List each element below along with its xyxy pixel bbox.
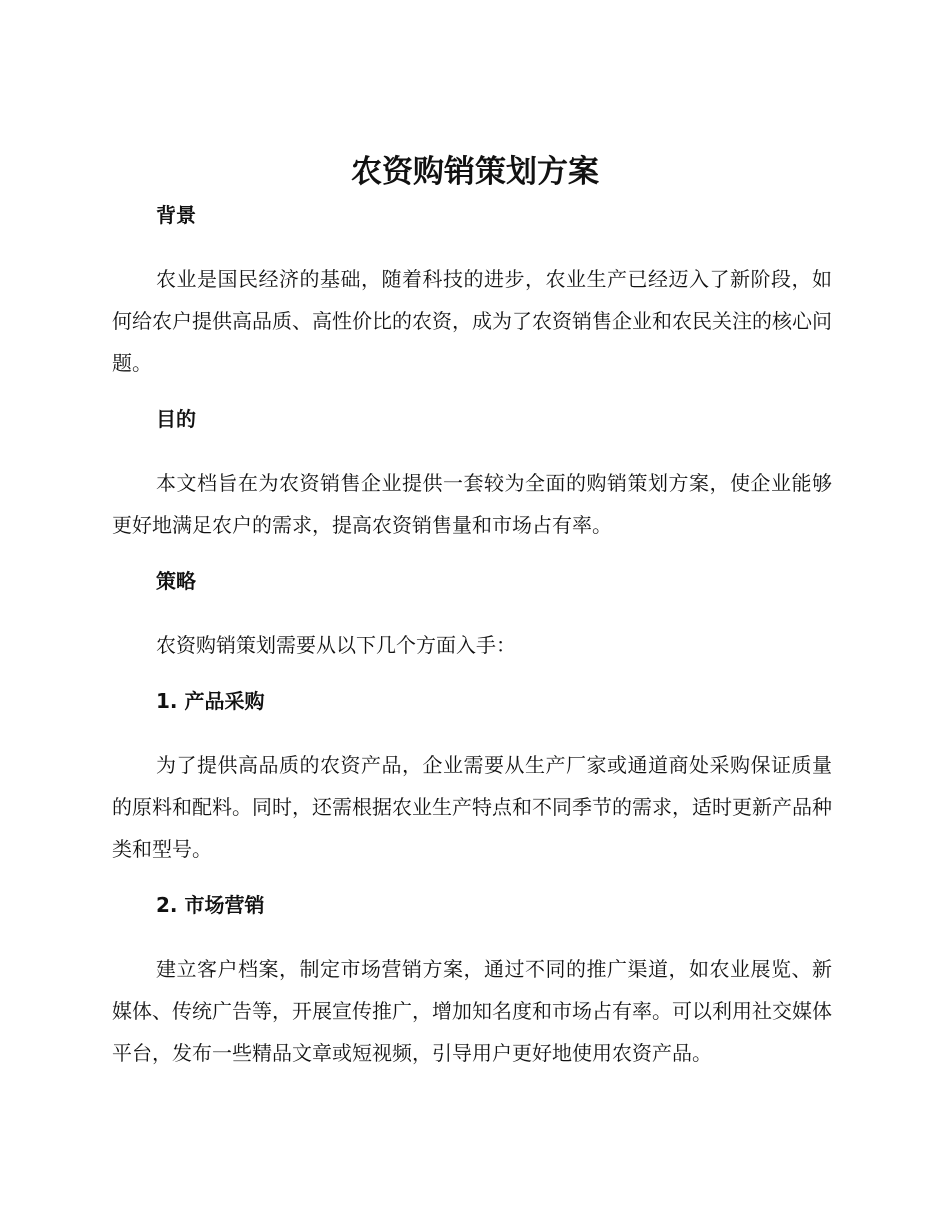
document-body bbox=[112, 200, 832, 1074]
section-background bbox=[112, 200, 832, 384]
section-paragraph: 本文档旨在为农资销售企业提供一套较为全面的购销策划方案，使企业能够更好地满足农户的需求，提高农资销售量和市场占有率。 bbox=[112, 471, 832, 537]
section-paragraph: 农业是国民经济的基础，随着科技的进步，农业生产已经迈入了新阶段，如何给农户提供高品质、高性价比的农资，成为了农资销售企业和农民关注的核心问题。 bbox=[112, 267, 832, 375]
section-strategy bbox=[112, 566, 832, 1074]
strategy-item bbox=[112, 686, 832, 870]
section-heading: 目的 bbox=[156, 407, 196, 431]
subsection-heading: 1. 产品采购 bbox=[156, 689, 265, 713]
subsection-paragraph: 为了提供高品质的农资产品，企业需要从生产厂家或通道商处采购保证质量的原料和配料。同时，还需根据农业生产特点和不同季节的需求，适时更新产品种类和型号。 bbox=[112, 753, 832, 861]
document-title: 农资购销策划方案 bbox=[351, 154, 599, 190]
section-intro: 农资购销策划需要从以下几个方面入手： bbox=[156, 633, 516, 657]
subsection-paragraph: 建立客户档案，制定市场营销方案，通过不同的推广渠道，如农业展览、新媒体、传统广告等，开展宣传推广，增加知名度和市场占有率。可以利用社交媒体平台，发布一些精品文章或短视频，引导用户更好地使用农资产品。 bbox=[112, 957, 832, 1065]
subsection-heading: 2. 市场营销 bbox=[156, 893, 265, 917]
strategy-item bbox=[112, 890, 832, 1074]
section-heading: 背景 bbox=[156, 203, 196, 227]
section-heading: 策略 bbox=[156, 569, 196, 593]
section-purpose bbox=[112, 404, 832, 546]
